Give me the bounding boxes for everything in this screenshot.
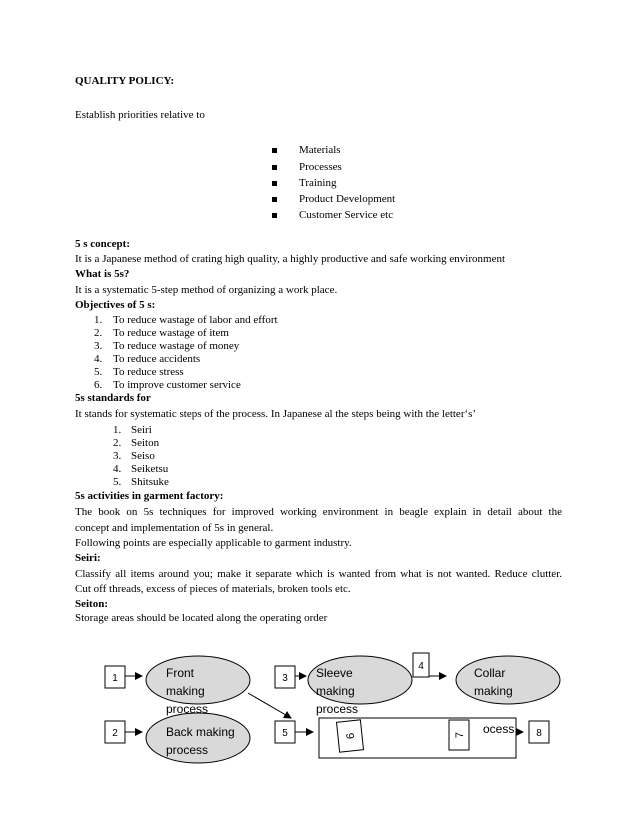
seiri-text-line2: Cut off threads, excess of pieces of materials, broken tools etc. (75, 583, 351, 595)
sleeve-label-1: Sleeve (316, 666, 353, 680)
connector-front-line (248, 693, 291, 718)
seiri-heading: Seiri: (75, 552, 101, 564)
intro-text: Establish priorities relative to (75, 109, 205, 121)
step-5-label: 5 (282, 728, 288, 739)
collar-label-1: Collar (474, 666, 506, 680)
activities-text-line3: Following points are especially applicable to garment industry. (75, 537, 352, 549)
front-label-3: process (166, 702, 209, 716)
standards-text: It stands for systematic steps of the process. In Japanese al the steps being with the letter‘s’ (75, 408, 477, 420)
sleeve-label-2: making (316, 684, 355, 698)
seiri-text-line1: Classify all items around you; make it separate which is wanted from what is not wanted. Reduce clutter. (75, 568, 562, 580)
step-3-label: 3 (282, 673, 288, 684)
activities-heading: 5s activities in garment factory: (75, 490, 224, 502)
back-label-1: Back making (166, 725, 235, 739)
what5s-heading: What is 5s? (75, 268, 130, 280)
step-8-label: 8 (536, 728, 542, 739)
sleeve-label-3: process (316, 702, 359, 716)
step-1-label: 1 (112, 673, 118, 684)
seiton-heading: Seiton: (75, 598, 108, 610)
step-2-label: 2 (112, 728, 118, 739)
front-label-1: Front (166, 666, 195, 680)
step-box-7-label: 7 (454, 731, 466, 739)
activities-text-line1: The book on 5s techniques for improved working environment in beagle explain in detail about the (75, 506, 562, 518)
step-box-6 (336, 720, 363, 752)
seiton-text: Storage areas should be located along the operating order (75, 612, 328, 624)
standards-heading: 5s standards for (75, 392, 151, 404)
back-label-2: process (166, 743, 209, 757)
step-box-7 (449, 720, 469, 750)
page-title: QUALITY POLICY: (75, 75, 175, 87)
collar-label-2: making (474, 684, 513, 698)
step-4-label: 4 (418, 661, 424, 672)
activities-text-line2: concept and implementation of 5s in general. (75, 522, 274, 534)
concept-heading: 5 s concept: (75, 238, 130, 250)
collar-process-label: ocess (483, 722, 515, 736)
front-label-2: making (166, 684, 205, 698)
objectives-heading: Objectives of 5 s: (75, 299, 156, 311)
what5s-text: It is a systematic 5-step method of organizing a work place. (75, 284, 338, 296)
step-box-6-label: 6 (344, 732, 358, 740)
concept-text: It is a Japanese method of crating high quality, a highly productive and safe working environment (75, 253, 506, 265)
